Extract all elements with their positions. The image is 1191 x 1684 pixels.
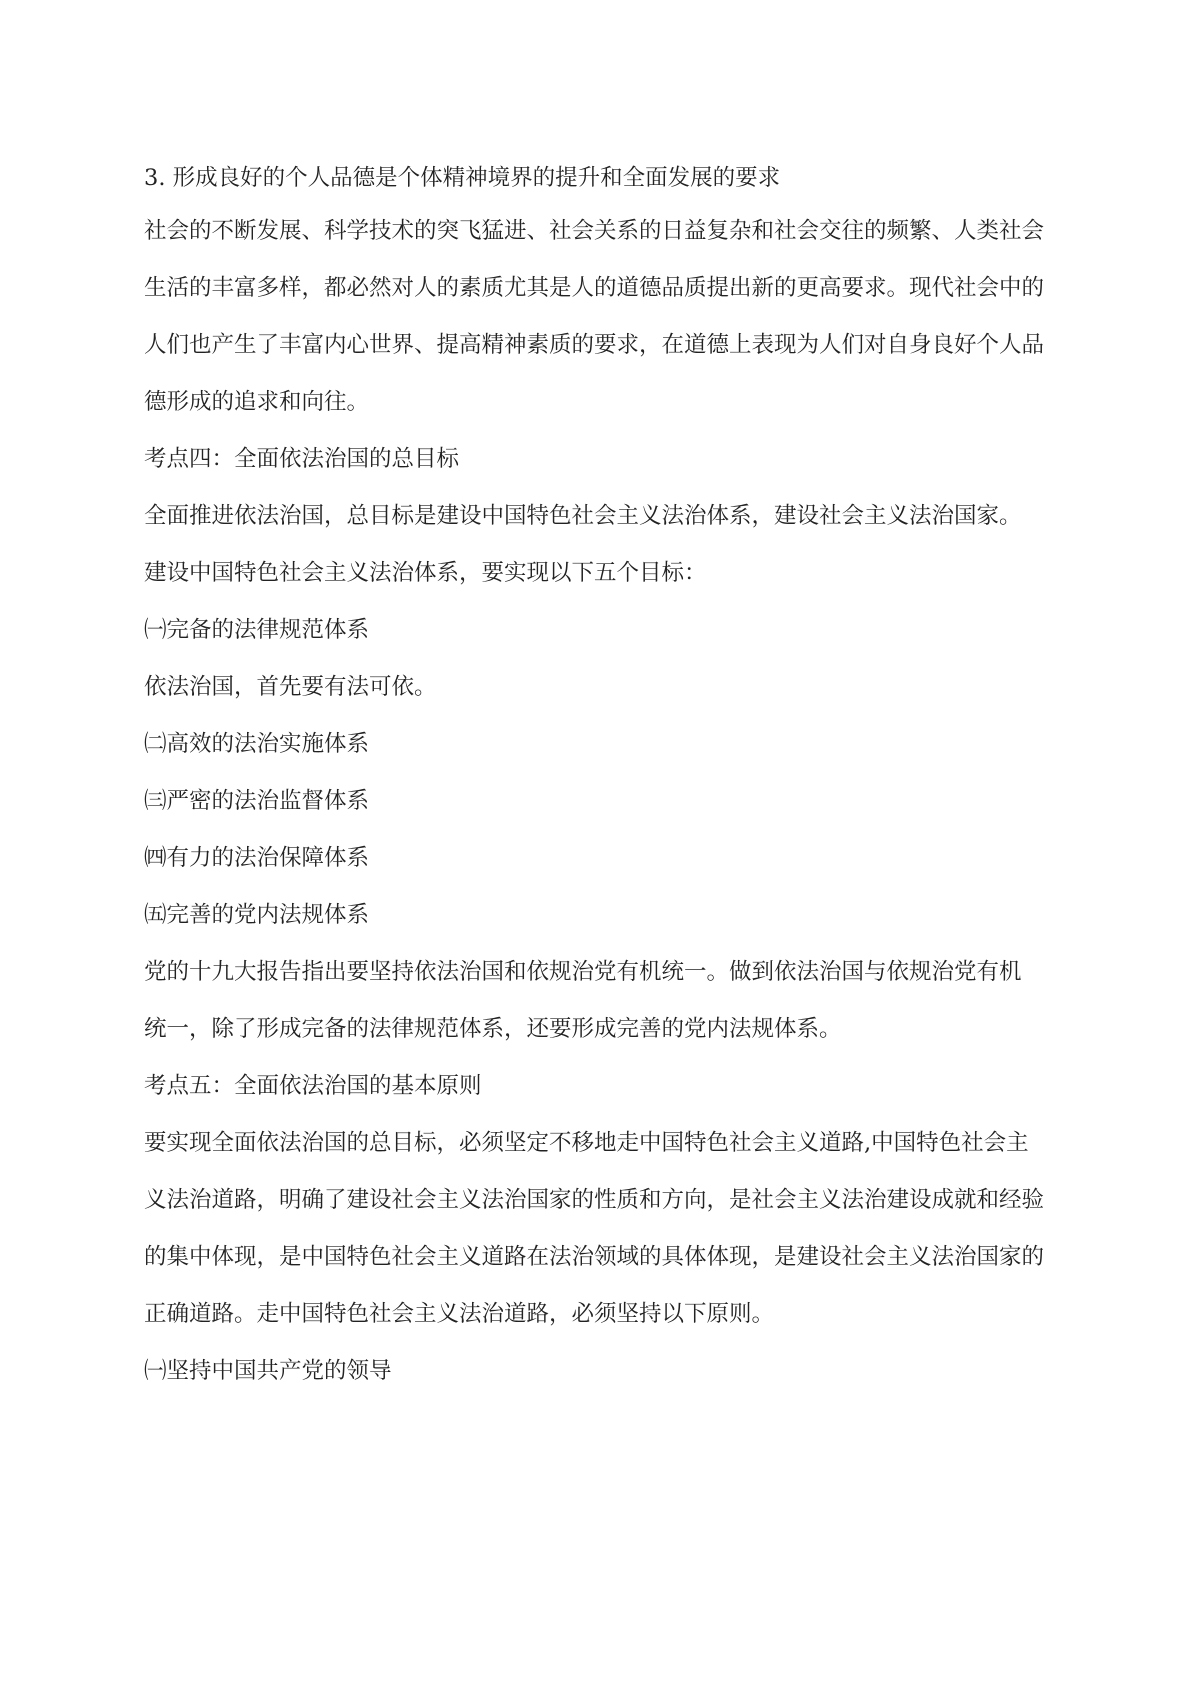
paragraph-line: 党的十九大报告指出要坚持依法治国和依规治党有机统一。做到依法治国与依规治党有机: [144, 959, 1022, 985]
section-heading-point-3: 3. 形成良好的个人品德是个体精神境界的提升和全面发展的要求: [144, 165, 781, 191]
paragraph-line: 德形成的追求和向往。: [144, 389, 370, 415]
list-item-2: ㈡高效的法治实施体系: [144, 731, 370, 757]
paragraph-line: 正确道路。走中国特色社会主义法治道路，必须坚持以下原则。: [144, 1301, 775, 1327]
list-item-4: ㈣有力的法治保障体系: [144, 845, 370, 871]
paragraph-line: 的集中体现，是中国特色社会主义道路在法治领域的具体体现，是建设社会主义法治国家的: [144, 1244, 1045, 1270]
section-heading-kaodian-4: 考点四：全面依法治国的总目标: [144, 446, 460, 472]
list-item-5: ㈤完善的党内法规体系: [144, 902, 370, 928]
paragraph-line: 要实现全面依法治国的总目标，必须坚定不移地走中国特色社会主义道路,中国特色社会主: [144, 1130, 1029, 1156]
list-item-3: ㈢严密的法治监督体系: [144, 788, 370, 814]
paragraph-line: 依法治国，首先要有法可依。: [144, 674, 437, 700]
list-item-principle-1: ㈠坚持中国共产党的领导: [144, 1358, 392, 1384]
paragraph-line: 统一，除了形成完备的法律规范体系，还要形成完善的党内法规体系。: [144, 1016, 842, 1042]
list-item-1: ㈠完备的法律规范体系: [144, 617, 370, 643]
paragraph-line: 生活的丰富多样，都必然对人的素质尤其是人的道德品质提出新的更高要求。现代社会中的: [144, 275, 1045, 301]
paragraph-line: 人们也产生了丰富内心世界、提高精神素质的要求，在道德上表现为人们对自身良好个人品: [144, 332, 1045, 358]
paragraph-line: 全面推进依法治国，总目标是建设中国特色社会主义法治体系，建设社会主义法治国家。: [144, 503, 1022, 529]
paragraph-line: 义法治道路，明确了建设社会主义法治国家的性质和方向，是社会主义法治建设成就和经验: [144, 1187, 1045, 1213]
paragraph-line: 建设中国特色社会主义法治体系，要实现以下五个目标：: [144, 560, 707, 586]
section-heading-kaodian-5: 考点五：全面依法治国的基本原则: [144, 1073, 482, 1099]
paragraph-line: 社会的不断发展、科学技术的突飞猛进、社会关系的日益复杂和社会交往的频繁、人类社会: [144, 218, 1045, 244]
